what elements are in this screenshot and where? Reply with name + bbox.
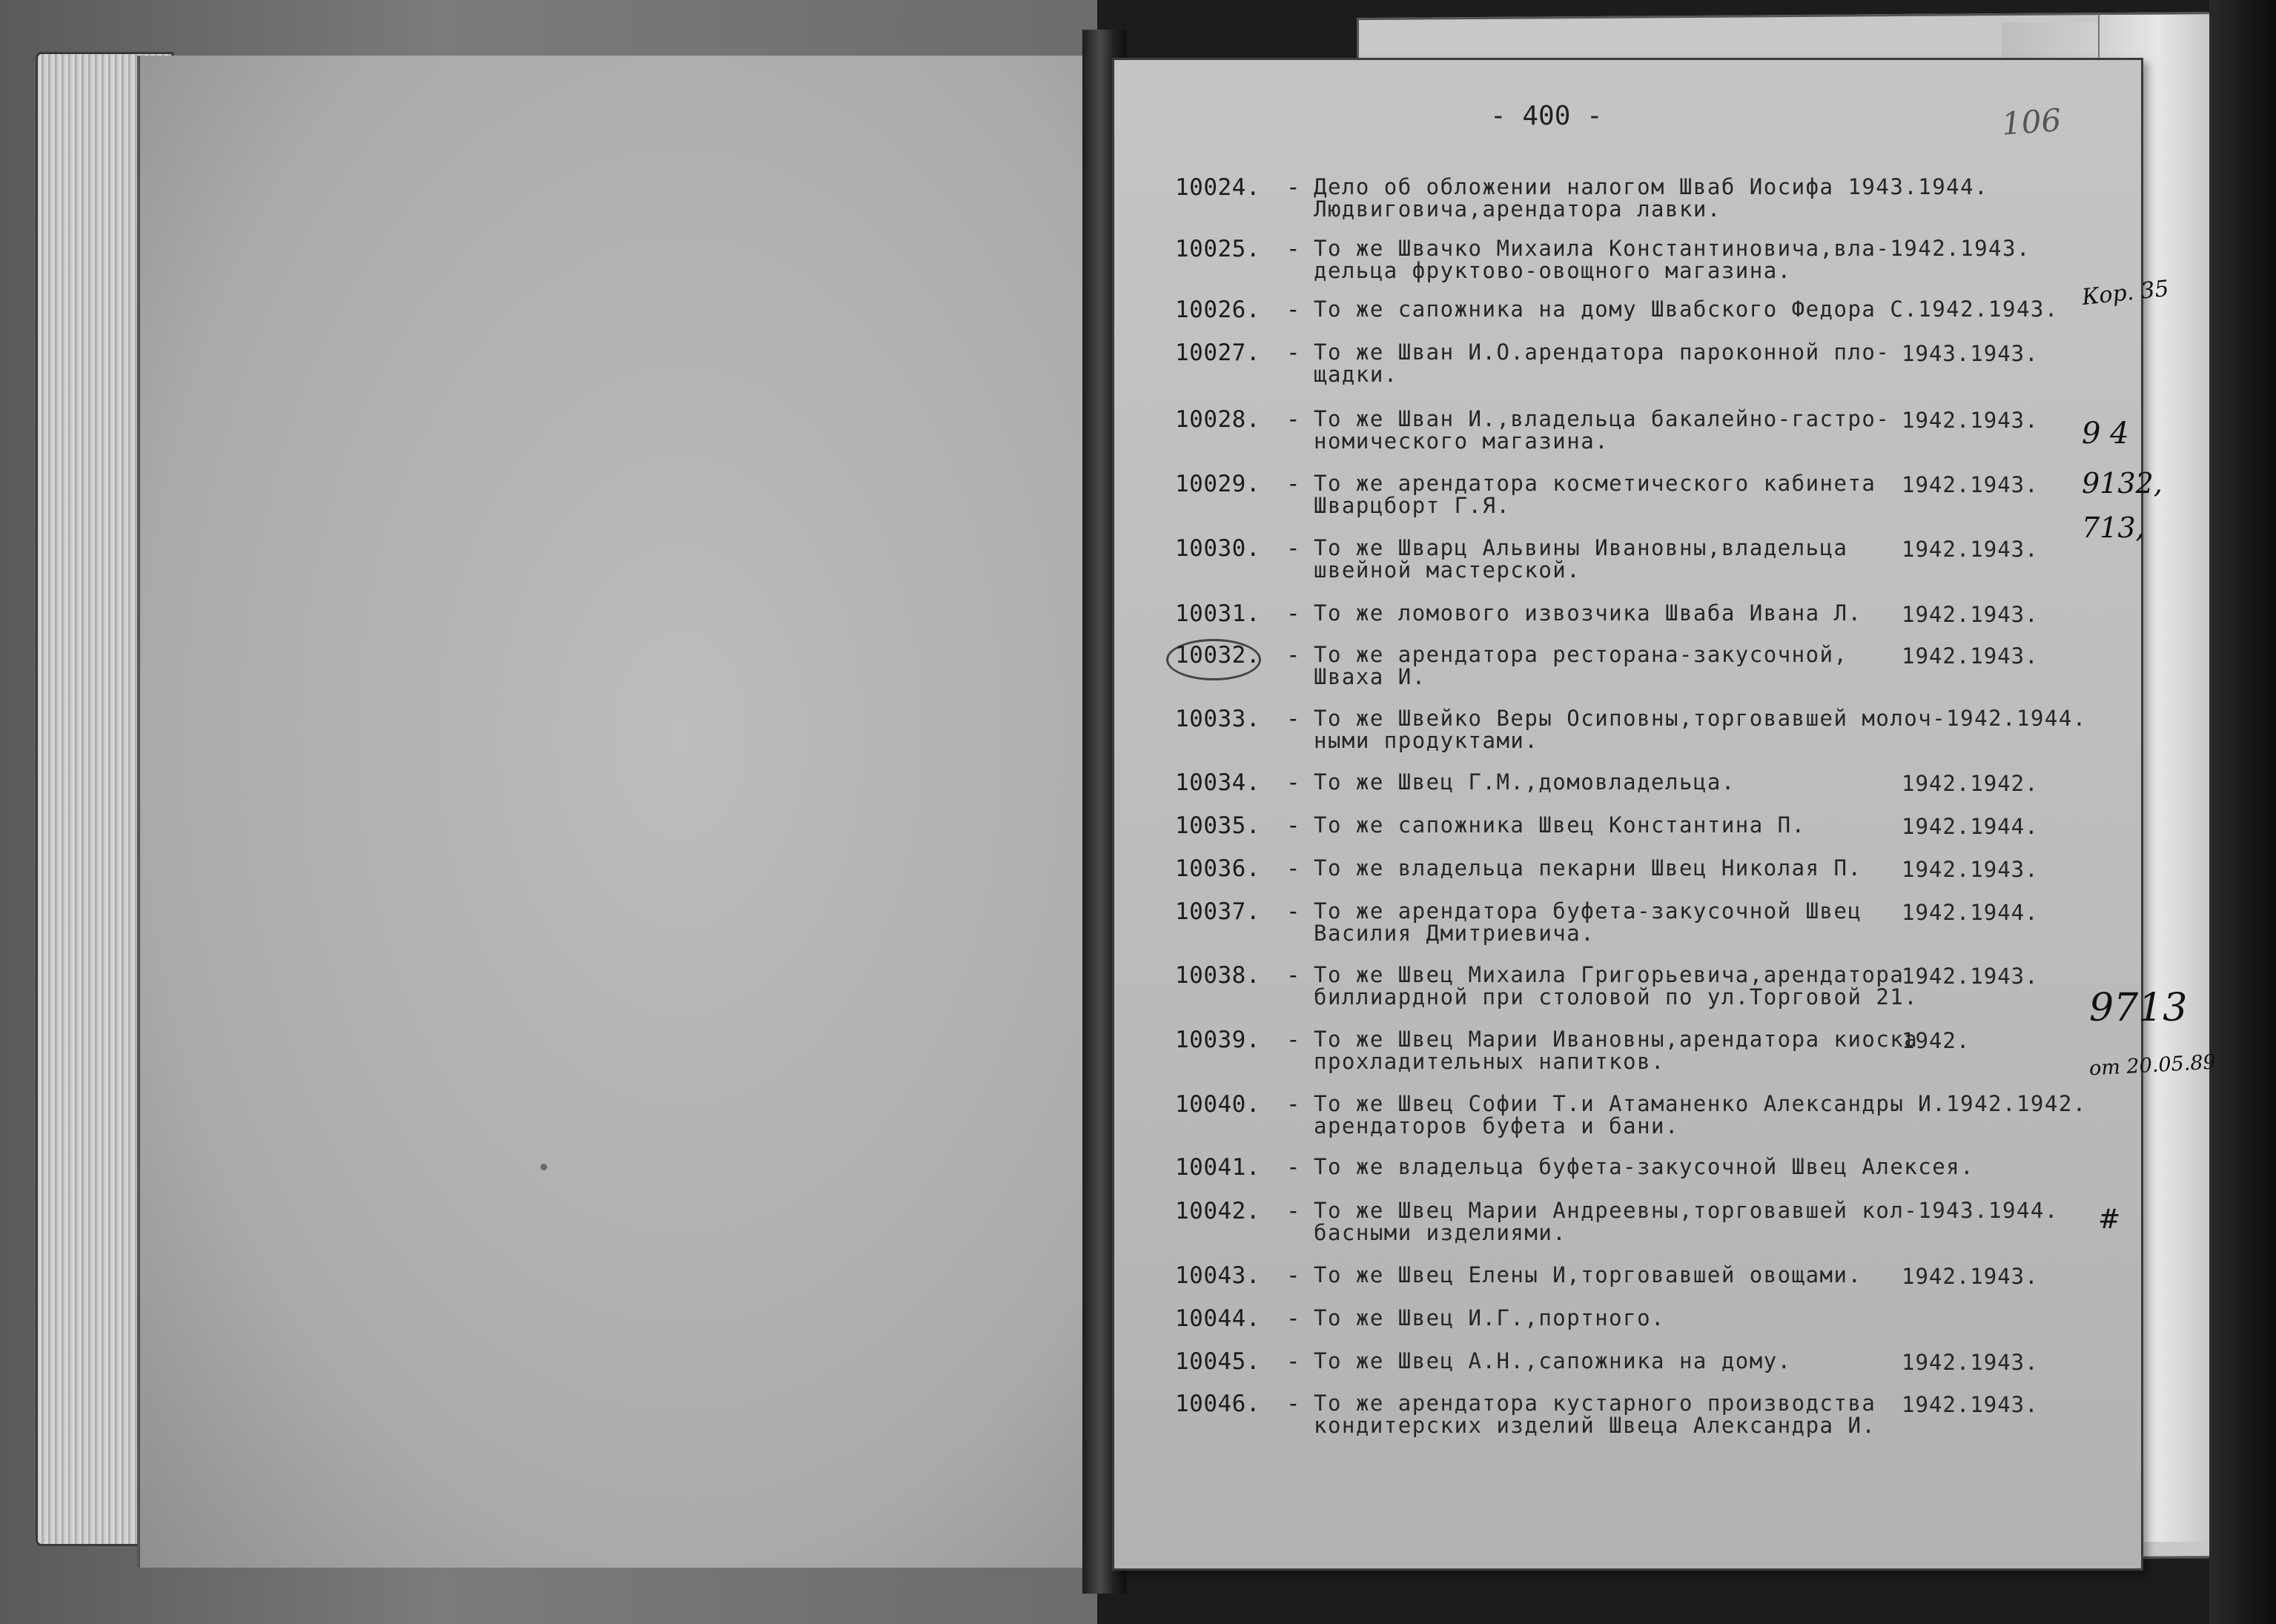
entry-number: 10044. bbox=[1175, 1305, 1260, 1332]
entry-description-line: То же Швец Софии Т.и Атаманенко Александры И.1942.1942. bbox=[1314, 1091, 2087, 1116]
entry-years: 1942.1943. bbox=[1902, 964, 2039, 989]
entry-years: 1942.1944. bbox=[1902, 900, 2039, 925]
entry-description-line: Дело об обложении налогом Шваб Иосифа 1943.1944. bbox=[1314, 174, 1989, 199]
entry-description-line: То же Швец А.Н.,сапожника на дому. bbox=[1314, 1348, 1792, 1373]
entry-description-line: То же сапожника Швец Константина П. bbox=[1314, 812, 1806, 838]
entry-number: 10041. bbox=[1175, 1154, 1260, 1181]
entry-years: 1942.1943. bbox=[1902, 602, 2039, 627]
entry-dash: - bbox=[1286, 962, 1300, 989]
entry-years: 1942.1943. bbox=[1902, 472, 2039, 497]
entry-number: 10039. bbox=[1175, 1027, 1260, 1053]
entry-description-line: То же Швец Михаила Григорьевича,арендатора bbox=[1314, 962, 1905, 987]
entry-description-line: То же ломового извозчика Шваба Ивана Л. bbox=[1314, 600, 1862, 626]
entry-number: 10031. bbox=[1175, 600, 1260, 627]
entry-description-line: То же Швец Марии Андреевны,торговавшей кол-1943.1944. bbox=[1314, 1198, 2059, 1223]
entry-years: 1942.1943. bbox=[1902, 537, 2039, 562]
entry-description-line: То же Шван И.,владельца бакалейно-гастро- bbox=[1314, 406, 1890, 431]
entry-years: 1942.1943. bbox=[1902, 1350, 2039, 1375]
entry-dash: - bbox=[1286, 1305, 1300, 1332]
entry-number: 10027. bbox=[1175, 339, 1260, 366]
entry-description-line: биллиардной при столовой по ул.Торговой 21. bbox=[1314, 984, 1919, 1010]
entry-number: 10046. bbox=[1175, 1391, 1260, 1417]
entry-dash: - bbox=[1286, 1198, 1300, 1224]
entry-years: 1942.1943. bbox=[1902, 408, 2039, 433]
margin-note: # bbox=[2098, 1204, 2121, 1235]
entry-number: 10035. bbox=[1175, 812, 1260, 839]
entry-description-line: То же Шван И.О.арендатора пароконной пло- bbox=[1314, 339, 1890, 365]
entry-number: 10037. bbox=[1175, 898, 1260, 925]
margin-note: 9 4 bbox=[2082, 417, 2129, 451]
entry-description-line: Шваха И. bbox=[1314, 664, 1426, 689]
entry-description-line: щадки. bbox=[1314, 362, 1398, 387]
entry-number: 10043. bbox=[1175, 1262, 1260, 1289]
entry-description-line: швейной мастерской. bbox=[1314, 557, 1581, 583]
entry-dash: - bbox=[1286, 855, 1300, 882]
entry-description-line: Шварцборт Г.Я. bbox=[1314, 493, 1511, 518]
entry-dash: - bbox=[1286, 1348, 1300, 1375]
entry-description-line: То же арендатора ресторана-закусочной, bbox=[1314, 642, 1848, 667]
entry-description-line: дельца фруктово-овощного магазина. bbox=[1314, 258, 1792, 283]
entry-description-line: То же владельца буфета-закусочной Швец Алексея. bbox=[1314, 1154, 1975, 1179]
entry-description-line: То же Швец И.Г.,портного. bbox=[1314, 1305, 1665, 1330]
entry-dash: - bbox=[1286, 236, 1300, 262]
entry-description-line: Людвиговича,арендатора лавки. bbox=[1314, 196, 1721, 222]
entry-years: 1942.1942. bbox=[1902, 771, 2039, 796]
entry-number: 10033. bbox=[1175, 706, 1260, 732]
entry-dash: - bbox=[1286, 706, 1300, 732]
entry-description-line: ными продуктами. bbox=[1314, 728, 1539, 753]
entry-dash: - bbox=[1286, 1091, 1300, 1118]
entry-dash: - bbox=[1286, 471, 1300, 497]
entry-dash: - bbox=[1286, 406, 1300, 433]
entry-description-line: То же Швец Елены И,торговавшей овощами. bbox=[1314, 1262, 1862, 1287]
margin-note: Кор. 35 bbox=[2080, 275, 2171, 311]
margin-note: 9713 bbox=[2089, 986, 2188, 1030]
entry-number: 10042. bbox=[1175, 1198, 1260, 1224]
entry-description-line: кондитерских изделий Швеца Александра И. bbox=[1314, 1413, 1876, 1438]
entry-number: 10025. bbox=[1175, 236, 1260, 262]
entry-number: 10036. bbox=[1175, 855, 1260, 882]
entry-description-line: арендаторов буфета и бани. bbox=[1314, 1113, 1679, 1139]
entry-description-line: прохладительных напитков. bbox=[1314, 1049, 1665, 1074]
entry-dash: - bbox=[1286, 174, 1300, 201]
margin-note: от 20.05.89 bbox=[2088, 1050, 2217, 1081]
entry-dash: - bbox=[1286, 600, 1300, 627]
entry-description-line: То же Швейко Веры Осиповны,торговавшей молоч-1942.1944. bbox=[1314, 706, 2087, 731]
page-number: - 400 - bbox=[1490, 101, 1603, 131]
entry-number: 10045. bbox=[1175, 1348, 1260, 1375]
entry-dash: - bbox=[1286, 769, 1300, 796]
entry-dash: - bbox=[1286, 1027, 1300, 1053]
entry-years: 1942.1944. bbox=[1902, 814, 2039, 839]
entry-number: 10029. bbox=[1175, 471, 1260, 497]
entry-years: 1942.1943. bbox=[1902, 857, 2039, 882]
entry-description-line: То же арендатора буфета-закусочной Швец bbox=[1314, 898, 1862, 924]
entry-description-line: То же Швец Г.М.,домовладельца. bbox=[1314, 769, 1736, 795]
entry-years: 1942.1943. bbox=[1902, 1392, 2039, 1417]
left-blank-page bbox=[137, 56, 1122, 1568]
scan-edge bbox=[2209, 0, 2276, 1624]
entry-description-line: То же Швец Марии Ивановны,арендатора киоска bbox=[1314, 1027, 1919, 1052]
entry-number: 10032. bbox=[1175, 642, 1260, 669]
entry-dash: - bbox=[1286, 898, 1300, 925]
entry-number: 10024. bbox=[1175, 174, 1260, 201]
entry-description-line: То же Швачко Михаила Константиновича,вла-1942.1943. bbox=[1314, 236, 2031, 261]
folio-mark: 106 bbox=[2000, 102, 2062, 142]
entry-description-line: То же Шварц Альвины Ивановны,владельца bbox=[1314, 535, 1848, 560]
entry-description-line: То же арендатора кустарного производства bbox=[1314, 1391, 1876, 1416]
entry-description-line: То же арендатора косметического кабинета bbox=[1314, 471, 1876, 496]
entry-years: 1942.1943. bbox=[1902, 1264, 2039, 1289]
entry-description-line: Василия Дмитриевича. bbox=[1314, 921, 1595, 946]
entry-dash: - bbox=[1286, 1391, 1300, 1417]
entry-description-line: номического магазина. bbox=[1314, 428, 1610, 454]
entry-dash: - bbox=[1286, 642, 1300, 669]
entry-years: 1943.1943. bbox=[1902, 341, 2039, 366]
entry-dash: - bbox=[1286, 1262, 1300, 1289]
entry-number: 10026. bbox=[1175, 296, 1260, 323]
entry-dash: - bbox=[1286, 339, 1300, 366]
entry-dash: - bbox=[1286, 812, 1300, 839]
entry-years: 1942.1943. bbox=[1902, 643, 2039, 669]
entry-description-line: То же владельца пекарни Швец Николая П. bbox=[1314, 855, 1862, 881]
entry-number: 10028. bbox=[1175, 406, 1260, 433]
entry-description-line: То же сапожника на дому Швабского Федора С.1942.1943. bbox=[1314, 296, 2059, 322]
paper-spot bbox=[540, 1164, 547, 1170]
entry-dash: - bbox=[1286, 535, 1300, 562]
entry-number: 10040. bbox=[1175, 1091, 1260, 1118]
margin-note: 713, bbox=[2082, 511, 2145, 544]
entry-years: 1942. bbox=[1902, 1028, 1971, 1053]
margin-note: 9132, bbox=[2082, 467, 2163, 500]
entry-dash: - bbox=[1286, 1154, 1300, 1181]
entry-number: 10038. bbox=[1175, 962, 1260, 989]
entry-number: 10030. bbox=[1175, 535, 1260, 562]
entry-description-line: басными изделиями. bbox=[1314, 1220, 1567, 1245]
entry-dash: - bbox=[1286, 296, 1300, 323]
entry-number: 10034. bbox=[1175, 769, 1260, 796]
